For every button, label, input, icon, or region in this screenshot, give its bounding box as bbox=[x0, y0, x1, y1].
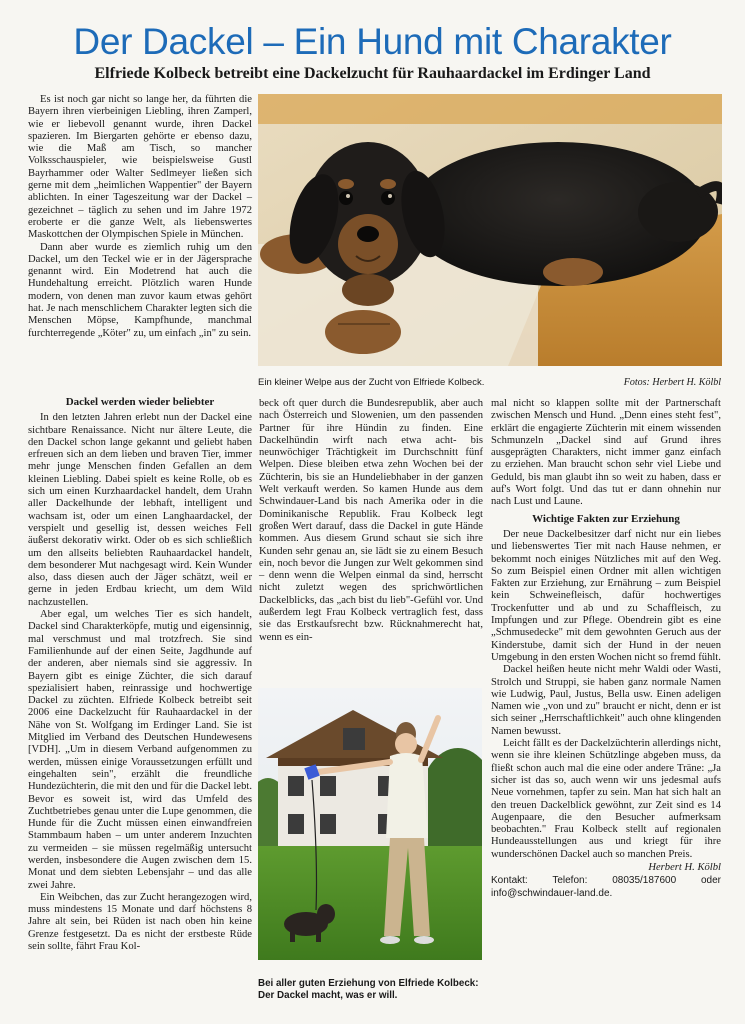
paragraph: Es ist noch gar nicht so lange her, da führten die Bayern ihren vierbeinigen Liebling, ihren Zamperl, wie er liebevoll genannt wurde, ihren Dackel spazieren. Im Biergarten gehörte er ebenso dazu, wie die Maß am Tisch, so mancher Volksschauspieler, wie beispielsweise Gustl Bayrhammer oder Walter Sedlmeyer ließen sich gerne mit dem „heimlichen Wappentier" der Bayern ablichten. In einer Tageszeitung war der Dackel – gezeichnet – täglich zu sehen und im Jahre 1972 eroberte er die ganze Welt, als liebenswertes Maskottchen der Olympischen Spiele in München. bbox=[28, 94, 252, 241]
article-headline: Der Dackel – Ein Hund mit Charakter bbox=[73, 21, 672, 62]
column-1-body bbox=[28, 392, 252, 953]
breeder-with-dog-photo bbox=[258, 688, 482, 960]
paragraph: Der neue Dackelbesitzer darf nicht nur ein liebes und liebenswertes Tier mit nach Hause nehmen, er bekommt noch einiges Nützliches mit auf den Weg. So zum Beispiel einen Ordner mit allen wichtigen Fakten zur Erziehung, zur Ernährung – zum Beispiel kein Schweinefleisch, dafür hochwertiges Trockenfutter und ab und zu Schaffleisch, zu Impfungen und zur Pflege. Obendrein gibt es eine „Schmusedecke" mit dem gewohnten Geruch aus der Kinderstube, damit sich der Hund in der neuen Umgebung in den ersten Wochen nicht so fremd fühlt. bbox=[491, 528, 721, 663]
column-2-body bbox=[259, 398, 483, 644]
article-subheadline: Elfriede Kolbeck betreibt eine Dackelzucht für Rauhaardackel im Erdinger Land bbox=[94, 65, 651, 82]
puppy-photo-illustration bbox=[258, 94, 722, 366]
section-heading: Dackel werden wieder beliebter bbox=[65, 396, 215, 408]
column-1-intro bbox=[28, 94, 252, 340]
breeder-photo-caption: Bei aller guten Erziehung von Elfriede Kolbeck: Der Dackel macht, was er will. bbox=[258, 978, 479, 1001]
puppy-photo-caption: Ein kleiner Welpe aus der Zucht von Elfriede Kolbeck. bbox=[258, 377, 485, 388]
paragraph: In den letzten Jahren erlebt nun der Dackel eine sichtbare Renaissance. Nicht nur ältere Leute, die den Dackel schon lange gekannt und geliebt haben erfreuen sich an dem lieben und braven Tier, immer mehr junge Menschen finden Gefallen an dem kleinen Liebling. Dabei spielt es keine Rolle, ob es sich um einen Kurzhaardackel handelt, dem Urahn aller Dackelhunde der lebhaft, intelligent und wachsam ist, oder um einen Langhaardackel, der verspielt und gesellig ist, dessen weiches Fell äußerst dekorativ wirkt. Oder ob es sich schließlich um den allseits beliebten Rauhaardackel handelt, dem besonderer Mut nachgesagt wird. Kein Wunder also, dass diesen auch der Jäger schätzt, weil er gerne in jeden Erdbau kriecht, um dem Wild nachzustellen. bbox=[28, 412, 252, 608]
paragraph: Dackel heißen heute nicht mehr Waldi oder Wasti, Strolch und Struppi, sie haben ganz normale Namen wie Ludwig, Paul, Justus, Bella usw. Einen adeligen Namen wie „von und zu" braucht er nicht, denn er ist sich seiner „Herrschaftlichkeit" auch ohne klingenden Namen bewusst. bbox=[491, 664, 721, 737]
paragraph: Dann aber wurde es ziemlich ruhig um den Dackel, um den Teckel wie er in der Jägersprache genannt wird. Ein Modetrend hat auch die Hundehaltung erreicht. Plötzlich waren Hunde modern, von denen man zuvor kaum etwas gehört hat. Je nach menschlichem Charakter legten sich die Menschen Möpse, Kampfhunde, manchmal furchterregende „Köter" zu, um einfach „in" zu sein. bbox=[28, 241, 252, 339]
paragraph: Aber egal, um welches Tier es sich handelt, Dackel sind Charakterköpfe, mutig und eigensinnig, mal verschmust und mal trotzfrech. Sie sind Familienhunde auf der einen Seite, Jagdhunde auf der anderen, aber niemals sind sie aggressiv. In Bayern gibt es einige Züchter, die sich darauf spezialisiert haben, reinrassige und hochwertige Dackel zu züchten. Elfriede Kolbeck betreibt seit 2006 eine Dackelzucht für Rauhaardackel in der Nähe von St. Wolfgang im Erdinger Land. Sie ist Mitglied im Verband des Deutschen Hundewesens [VDH]. „Um in diesem Verband aufgenommen zu werden, müssen einige Voraussetzungen erfüllt und eingehalten sein", erzählt die freundliche Hundezüchterin, die mit den und für die Dackel lebt. Bevor es soweit ist, wird das Umfeld des Zuchtbetriebes genau unter die Lupe genommen, die Hunde für die Zucht müssen einen einwandfreien Stammbaum haben – um unter anderem Inzuchten zu vermeiden – sie müssen regelmäßig untersucht werden, insbesondere die Augen zwischen dem 15. Monat und dem siebten Lebensjahr – und das alle zwei Jahre. bbox=[28, 609, 252, 891]
photo-credit: Fotos: Herbert H. Kölbl bbox=[623, 377, 721, 388]
author-byline: Herbert H. Kölbl bbox=[648, 861, 721, 873]
paragraph: beck oft quer durch die Bundesrepublik, aber auch nach Österreich und Slowenien, um den passenden Partner für ihre Hündin zu finden. Eine Dackelhündin wirft nach etwa acht- bis neunwöchiger Trächtigkeit im Durchschnitt fünf Welpen. Diese bleiben etwa zehn Wochen bei der Züchterin, bis sie an Hundeliebhaber in der ganzen Welt verkauft werden. So kamen Hunde aus dem Schwindauer-Land bis nach Amerika oder in die Dominikanische Republik. Frau Kolbeck legt großen Wert darauf, dass die Dackel in gute Hände kommen. Aus diesem Grund schaut sie sich ihre Kunden sehr genau an, sie lädt sie zu einem Besuch ein, noch bevor die Jungen zur Welt gekommen sind – denn wenn die Welpen einmal da sind, herrscht nicht zuletzt wegen des sprichwörtlichen Dackelblicks, das „ach bist du lieb"-Gefühl vor. Und außerdem legt Frau Kolbeck vertraglich fest, dass sie das Erstkaufsrecht bzw. Rücknahmerecht hat, wenn es ein- bbox=[259, 398, 483, 643]
paragraph: mal nicht so klappen sollte mit der Partnerschaft zwischen Mensch und Hund. „Denn eines steht fest", erklärt die engagierte Züchterin mit einem wissenden Schmunzeln „Dackel sind auf Grund ihres ausgeprägten Charakters, nicht immer ganz einfach zu erziehen. Man braucht schon sehr viel Liebe und Geduld, bis man glaubt ihn so weit zu haben, dass er auf's Wort folgt. Und das tut er dann ohnehin nur nach Lust und Laune. bbox=[491, 398, 721, 508]
section-heading: Wichtige Fakten zur Erziehung bbox=[532, 512, 680, 525]
paragraph: Ein Weibchen, das zur Zucht herangezogen wird, muss mindestens 15 Monate und darf höchstens 8 Jahre alt sein, bei Rüden ist nach oben hin keine Grenze festgesetzt. Da es nicht der erstbeste Rüde sein sollte, fährt Frau Kol- bbox=[28, 891, 252, 953]
contact-line: Kontakt: Telefon: 08035/187600 oder info@schwindauer-land.de. bbox=[491, 875, 721, 900]
breeder-photo-illustration bbox=[258, 688, 482, 960]
paragraph: Leicht fällt es der Dackelzüchterin allerdings nicht, wenn sie ihre kleinen Schützlinge abgeben muss, da fließt schon auch mal die eine oder andere Träne: „Ja sicher ist das so, auch wenn wir uns jedesmal aufs Neue vornehmen, tapfer zu sein. Man hat sich halt an den treuen Dackelblick gewöhnt, zur Zeit sind es 14 Augenpaare, die den Besucher aufmerksam beobachten." Frau Kolbeck stellt auf regionalen Hundeausstellungen aus und kriegt für ihre wunderschönen Dackel auch so manchen Preis. bbox=[491, 738, 721, 860]
puppy-photo bbox=[258, 94, 722, 366]
column-3-body bbox=[491, 398, 721, 900]
